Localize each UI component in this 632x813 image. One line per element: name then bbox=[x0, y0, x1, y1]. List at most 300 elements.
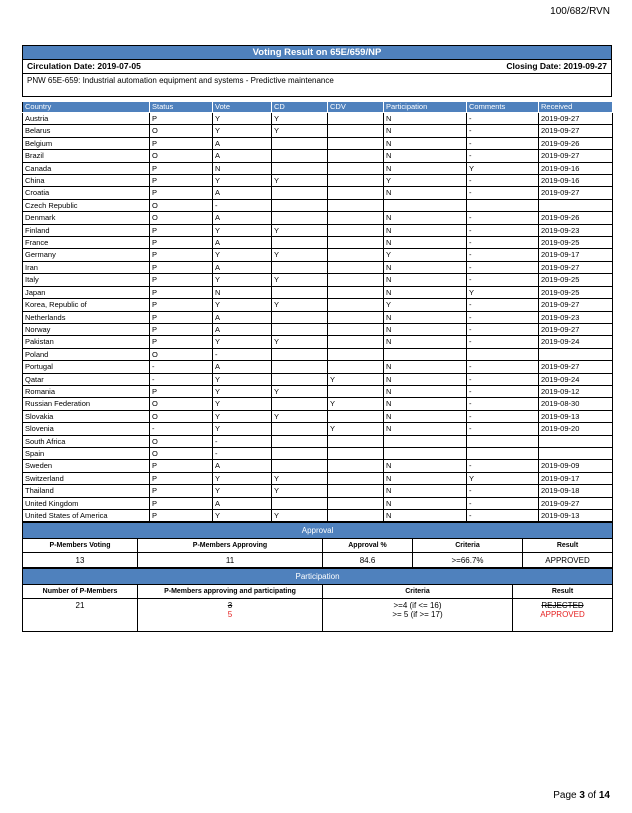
cell-received: 2019-09-16 bbox=[539, 162, 613, 174]
cell-cd: Y bbox=[272, 485, 328, 497]
table-row bbox=[23, 150, 613, 162]
cell-status: - bbox=[150, 361, 213, 373]
cell-received: 2019-09-27 bbox=[539, 125, 613, 137]
cell-comments: Y bbox=[467, 286, 539, 298]
cell-cdv bbox=[328, 175, 384, 187]
document-reference: 100/682/RVN bbox=[550, 6, 610, 17]
cell-comments: - bbox=[467, 274, 539, 286]
cell-cd bbox=[272, 497, 328, 509]
table-row bbox=[23, 113, 613, 125]
cell-country: Portugal bbox=[23, 361, 150, 373]
cell-vote: - bbox=[213, 199, 272, 211]
cell-cdv bbox=[328, 261, 384, 273]
cell-comments: - bbox=[467, 336, 539, 348]
cell-participation: N bbox=[384, 150, 467, 162]
cell-received: 2019-09-27 bbox=[539, 150, 613, 162]
approval-result: APPROVED bbox=[523, 553, 613, 568]
cell-received: 2019-09-17 bbox=[539, 472, 613, 484]
cell-status: O bbox=[150, 199, 213, 211]
cell-country: Spain bbox=[23, 447, 150, 459]
approval-header-approving: P-Members Approving bbox=[138, 539, 323, 553]
cell-vote: Y bbox=[213, 398, 272, 410]
cell-cd bbox=[272, 348, 328, 360]
cell-vote: Y bbox=[213, 373, 272, 385]
cell-received: 2019-09-12 bbox=[539, 385, 613, 397]
cell-status: P bbox=[150, 299, 213, 311]
cell-comments: - bbox=[467, 237, 539, 249]
cell-comments: - bbox=[467, 423, 539, 435]
cell-country: Romania bbox=[23, 385, 150, 397]
cell-participation bbox=[384, 435, 467, 447]
approval-header-result: Result bbox=[523, 539, 613, 553]
cell-cdv: Y bbox=[328, 398, 384, 410]
cell-vote: Y bbox=[213, 385, 272, 397]
cell-cdv bbox=[328, 162, 384, 174]
table-row bbox=[23, 410, 613, 422]
cell-cdv bbox=[328, 472, 384, 484]
table-row bbox=[23, 274, 613, 286]
cell-vote: N bbox=[213, 162, 272, 174]
cell-comments: - bbox=[467, 510, 539, 522]
cell-comments: - bbox=[467, 113, 539, 125]
cell-cdv bbox=[328, 336, 384, 348]
cell-participation: N bbox=[384, 497, 467, 509]
subject-line: PNW 65E-659: Industrial automation equipment and systems - Predictive maintenance bbox=[22, 73, 612, 97]
cell-status: O bbox=[150, 398, 213, 410]
cell-comments: - bbox=[467, 485, 539, 497]
approval-header-percent: Approval % bbox=[323, 539, 413, 553]
cell-status: P bbox=[150, 385, 213, 397]
cell-cd bbox=[272, 398, 328, 410]
cell-cdv bbox=[328, 311, 384, 323]
cell-cdv bbox=[328, 150, 384, 162]
cell-country: Slovakia bbox=[23, 410, 150, 422]
col-header-cdv: CDV bbox=[328, 102, 384, 113]
cell-comments: - bbox=[467, 299, 539, 311]
votes-header-row bbox=[23, 102, 613, 113]
table-row bbox=[23, 224, 613, 236]
cell-comments: - bbox=[467, 311, 539, 323]
cell-comments: - bbox=[467, 137, 539, 149]
cell-status: - bbox=[150, 423, 213, 435]
cell-received: 2019-09-09 bbox=[539, 460, 613, 472]
cell-country: Sweden bbox=[23, 460, 150, 472]
cell-vote: A bbox=[213, 187, 272, 199]
cell-vote: Y bbox=[213, 410, 272, 422]
cell-vote: A bbox=[213, 323, 272, 335]
cell-status: - bbox=[150, 373, 213, 385]
col-header-vote: Vote bbox=[213, 102, 272, 113]
cell-participation: N bbox=[384, 224, 467, 236]
cell-status: O bbox=[150, 410, 213, 422]
cell-cd bbox=[272, 323, 328, 335]
cell-cd bbox=[272, 311, 328, 323]
cell-vote: A bbox=[213, 311, 272, 323]
cell-country: Norway bbox=[23, 323, 150, 335]
cell-vote: Y bbox=[213, 423, 272, 435]
participation-result-old: REJECTED bbox=[541, 601, 584, 611]
cell-comments bbox=[467, 199, 539, 211]
cell-vote: A bbox=[213, 361, 272, 373]
cell-received: 2019-09-18 bbox=[539, 485, 613, 497]
voting-result-form bbox=[22, 45, 612, 632]
cell-participation: Y bbox=[384, 299, 467, 311]
col-header-status: Status bbox=[150, 102, 213, 113]
cell-participation: N bbox=[384, 286, 467, 298]
votes-body bbox=[23, 113, 613, 522]
cell-cdv bbox=[328, 125, 384, 137]
cell-comments: - bbox=[467, 398, 539, 410]
cell-participation: N bbox=[384, 274, 467, 286]
cell-vote: Y bbox=[213, 224, 272, 236]
table-row bbox=[23, 299, 613, 311]
table-row bbox=[23, 385, 613, 397]
cell-participation: Y bbox=[384, 175, 467, 187]
participation-header-result: Result bbox=[513, 585, 613, 599]
cell-participation: N bbox=[384, 261, 467, 273]
cell-vote: - bbox=[213, 447, 272, 459]
cell-vote: Y bbox=[213, 175, 272, 187]
cell-status: O bbox=[150, 150, 213, 162]
cell-comments: - bbox=[467, 323, 539, 335]
cell-cdv bbox=[328, 510, 384, 522]
cell-vote: Y bbox=[213, 113, 272, 125]
cell-received: 2019-09-27 bbox=[539, 299, 613, 311]
cell-participation: N bbox=[384, 162, 467, 174]
table-row bbox=[23, 398, 613, 410]
cell-participation: N bbox=[384, 485, 467, 497]
cell-vote: Y bbox=[213, 299, 272, 311]
table-row bbox=[23, 423, 613, 435]
cell-status: P bbox=[150, 460, 213, 472]
cell-country: Switzerland bbox=[23, 472, 150, 484]
cell-received: 2019-08-30 bbox=[539, 398, 613, 410]
cell-cdv bbox=[328, 361, 384, 373]
cell-received: 2019-09-24 bbox=[539, 373, 613, 385]
cell-cd: Y bbox=[272, 113, 328, 125]
cell-cd: Y bbox=[272, 299, 328, 311]
cell-country: Slovenia bbox=[23, 423, 150, 435]
cell-received: 2019-09-26 bbox=[539, 212, 613, 224]
table-row bbox=[23, 311, 613, 323]
table-row bbox=[23, 199, 613, 211]
cell-received: 2019-09-27 bbox=[539, 361, 613, 373]
cell-vote: A bbox=[213, 261, 272, 273]
cell-received: 2019-09-17 bbox=[539, 249, 613, 261]
participation-criteria-2: >= 5 (if >= 17) bbox=[392, 610, 443, 620]
approval-percent: 84.6 bbox=[323, 553, 413, 568]
cell-cd: Y bbox=[272, 274, 328, 286]
cell-cd bbox=[272, 460, 328, 472]
cell-country: Austria bbox=[23, 113, 150, 125]
cell-participation: N bbox=[384, 237, 467, 249]
col-header-cd: CD bbox=[272, 102, 328, 113]
cell-country: Japan bbox=[23, 286, 150, 298]
cell-country: Russian Federation bbox=[23, 398, 150, 410]
cell-country: Italy bbox=[23, 274, 150, 286]
cell-received: 2019-09-27 bbox=[539, 497, 613, 509]
table-row bbox=[23, 373, 613, 385]
cell-cdv bbox=[328, 497, 384, 509]
cell-status: P bbox=[150, 472, 213, 484]
cell-participation bbox=[384, 348, 467, 360]
cell-comments: - bbox=[467, 187, 539, 199]
table-row bbox=[23, 162, 613, 174]
cell-participation: N bbox=[384, 472, 467, 484]
table-row bbox=[23, 125, 613, 137]
cell-received bbox=[539, 435, 613, 447]
cell-participation: N bbox=[384, 373, 467, 385]
participation-header-approving: P-Members approving and participating bbox=[138, 585, 323, 599]
cell-cdv bbox=[328, 237, 384, 249]
table-row bbox=[23, 447, 613, 459]
cell-country: Belgium bbox=[23, 137, 150, 149]
cell-received: 2019-09-13 bbox=[539, 510, 613, 522]
cell-cd: Y bbox=[272, 336, 328, 348]
cell-vote: - bbox=[213, 435, 272, 447]
cell-country: United Kingdom bbox=[23, 497, 150, 509]
table-row bbox=[23, 348, 613, 360]
cell-cdv: Y bbox=[328, 373, 384, 385]
cell-comments: - bbox=[467, 410, 539, 422]
cell-cdv bbox=[328, 385, 384, 397]
cell-country: Thailand bbox=[23, 485, 150, 497]
cell-participation: N bbox=[384, 323, 467, 335]
col-header-received: Received bbox=[539, 102, 613, 113]
page-current: 3 bbox=[579, 790, 585, 801]
cell-vote: A bbox=[213, 237, 272, 249]
of-word: of bbox=[587, 790, 597, 801]
cell-comments: - bbox=[467, 125, 539, 137]
approving-participating-new: 5 bbox=[227, 610, 233, 620]
col-header-participation: Participation bbox=[384, 102, 467, 113]
page-number bbox=[553, 790, 610, 801]
cell-cdv bbox=[328, 485, 384, 497]
table-row bbox=[23, 237, 613, 249]
participation-result-cell bbox=[513, 599, 613, 632]
cell-cd: Y bbox=[272, 224, 328, 236]
cell-participation: Y bbox=[384, 249, 467, 261]
cell-country: Poland bbox=[23, 348, 150, 360]
cell-participation: N bbox=[384, 398, 467, 410]
cell-cdv bbox=[328, 410, 384, 422]
table-row bbox=[23, 361, 613, 373]
cell-vote: A bbox=[213, 137, 272, 149]
number-of-p-members: 21 bbox=[23, 599, 138, 632]
cell-participation: N bbox=[384, 113, 467, 125]
cell-country: Finland bbox=[23, 224, 150, 236]
cell-cd bbox=[272, 237, 328, 249]
table-row bbox=[23, 212, 613, 224]
participation-criteria-cell bbox=[323, 599, 513, 632]
cell-participation: N bbox=[384, 212, 467, 224]
cell-cdv bbox=[328, 348, 384, 360]
cell-received: 2019-09-25 bbox=[539, 286, 613, 298]
table-row bbox=[23, 286, 613, 298]
cell-comments: - bbox=[467, 497, 539, 509]
cell-participation: N bbox=[384, 187, 467, 199]
cell-cdv: Y bbox=[328, 423, 384, 435]
table-row bbox=[23, 137, 613, 149]
cell-cd bbox=[272, 150, 328, 162]
cell-comments: - bbox=[467, 373, 539, 385]
approval-header-criteria: Criteria bbox=[413, 539, 523, 553]
cell-received: 2019-09-23 bbox=[539, 224, 613, 236]
participation-header-criteria: Criteria bbox=[323, 585, 513, 599]
participation-heading: Participation bbox=[23, 569, 613, 585]
cell-comments: - bbox=[467, 385, 539, 397]
approval-table bbox=[22, 522, 613, 568]
table-row bbox=[23, 510, 613, 522]
cell-cdv bbox=[328, 249, 384, 261]
cell-cdv bbox=[328, 299, 384, 311]
cell-received: 2019-09-26 bbox=[539, 137, 613, 149]
cell-cd bbox=[272, 373, 328, 385]
cell-cdv bbox=[328, 460, 384, 472]
cell-cd: Y bbox=[272, 510, 328, 522]
cell-cd bbox=[272, 435, 328, 447]
table-row bbox=[23, 323, 613, 335]
cell-status: P bbox=[150, 224, 213, 236]
table-row bbox=[23, 460, 613, 472]
cell-country: Belarus bbox=[23, 125, 150, 137]
cell-cd: Y bbox=[272, 385, 328, 397]
cell-country: South Africa bbox=[23, 435, 150, 447]
cell-cdv bbox=[328, 187, 384, 199]
cell-country: Qatar bbox=[23, 373, 150, 385]
cell-participation bbox=[384, 447, 467, 459]
p-members-approving: 11 bbox=[138, 553, 323, 568]
circulation-date: Circulation Date: 2019-07-05 bbox=[27, 61, 141, 71]
cell-cd bbox=[272, 137, 328, 149]
p-members-voting: 13 bbox=[23, 553, 138, 568]
cell-cdv bbox=[328, 212, 384, 224]
cell-status: P bbox=[150, 311, 213, 323]
cell-status: P bbox=[150, 237, 213, 249]
cell-participation: N bbox=[384, 311, 467, 323]
cell-cd: Y bbox=[272, 125, 328, 137]
cell-status: P bbox=[150, 113, 213, 125]
votes-table bbox=[22, 101, 613, 522]
participation-table bbox=[22, 568, 613, 632]
cell-received bbox=[539, 348, 613, 360]
cell-cdv bbox=[328, 435, 384, 447]
cell-participation bbox=[384, 199, 467, 211]
cell-comments: - bbox=[467, 150, 539, 162]
participation-result-new: APPROVED bbox=[540, 610, 585, 620]
cell-status: P bbox=[150, 336, 213, 348]
cell-vote: A bbox=[213, 150, 272, 162]
cell-status: P bbox=[150, 261, 213, 273]
dates-row bbox=[22, 59, 612, 73]
cell-cd: Y bbox=[272, 410, 328, 422]
cell-vote: Y bbox=[213, 274, 272, 286]
table-row bbox=[23, 261, 613, 273]
cell-country: Korea, Republic of bbox=[23, 299, 150, 311]
cell-country: Canada bbox=[23, 162, 150, 174]
cell-comments bbox=[467, 447, 539, 459]
cell-cd bbox=[272, 199, 328, 211]
cell-participation: N bbox=[384, 410, 467, 422]
cell-comments: - bbox=[467, 261, 539, 273]
cell-vote: - bbox=[213, 348, 272, 360]
cell-cd bbox=[272, 212, 328, 224]
table-row bbox=[23, 497, 613, 509]
cell-cd bbox=[272, 423, 328, 435]
cell-participation: N bbox=[384, 125, 467, 137]
cell-country: Netherlands bbox=[23, 311, 150, 323]
table-row bbox=[23, 472, 613, 484]
cell-cdv bbox=[328, 113, 384, 125]
cell-vote: A bbox=[213, 497, 272, 509]
cell-received: 2019-09-23 bbox=[539, 311, 613, 323]
cell-participation: N bbox=[384, 385, 467, 397]
closing-date: Closing Date: 2019-09-27 bbox=[506, 61, 607, 71]
cell-cd: Y bbox=[272, 249, 328, 261]
cell-country: France bbox=[23, 237, 150, 249]
cell-status: O bbox=[150, 435, 213, 447]
cell-status: O bbox=[150, 348, 213, 360]
cell-received: 2019-09-13 bbox=[539, 410, 613, 422]
cell-cd: Y bbox=[272, 175, 328, 187]
page-word: Page bbox=[553, 790, 577, 801]
cell-comments bbox=[467, 435, 539, 447]
cell-country: China bbox=[23, 175, 150, 187]
cell-comments bbox=[467, 348, 539, 360]
cell-country: Czech Republic bbox=[23, 199, 150, 211]
cell-received: 2019-09-27 bbox=[539, 323, 613, 335]
cell-cdv bbox=[328, 323, 384, 335]
cell-comments: - bbox=[467, 460, 539, 472]
cell-received: 2019-09-16 bbox=[539, 175, 613, 187]
cell-received bbox=[539, 199, 613, 211]
cell-vote: Y bbox=[213, 125, 272, 137]
cell-status: P bbox=[150, 286, 213, 298]
cell-status: P bbox=[150, 137, 213, 149]
cell-participation: N bbox=[384, 510, 467, 522]
cell-status: P bbox=[150, 485, 213, 497]
cell-comments: - bbox=[467, 361, 539, 373]
cell-status: P bbox=[150, 187, 213, 199]
cell-received: 2019-09-25 bbox=[539, 274, 613, 286]
approval-heading: Approval bbox=[23, 523, 613, 539]
cell-status: P bbox=[150, 497, 213, 509]
page-total: 14 bbox=[598, 790, 610, 801]
cell-status: P bbox=[150, 249, 213, 261]
table-row bbox=[23, 175, 613, 187]
cell-comments: - bbox=[467, 212, 539, 224]
approval-criteria: >=66.7% bbox=[413, 553, 523, 568]
cell-cdv bbox=[328, 447, 384, 459]
cell-status: P bbox=[150, 510, 213, 522]
approval-header-voting: P-Members Voting bbox=[23, 539, 138, 553]
cell-vote: Y bbox=[213, 249, 272, 261]
cell-cd bbox=[272, 162, 328, 174]
cell-country: Pakistan bbox=[23, 336, 150, 348]
cell-cdv bbox=[328, 199, 384, 211]
cell-participation: N bbox=[384, 336, 467, 348]
col-header-comments: Comments bbox=[467, 102, 539, 113]
cell-country: Brazil bbox=[23, 150, 150, 162]
col-header-country: Country bbox=[23, 102, 150, 113]
cell-received: 2019-09-27 bbox=[539, 261, 613, 273]
table-row bbox=[23, 249, 613, 261]
cell-vote: Y bbox=[213, 485, 272, 497]
cell-vote: A bbox=[213, 460, 272, 472]
cell-received: 2019-09-24 bbox=[539, 336, 613, 348]
table-row bbox=[23, 485, 613, 497]
cell-cdv bbox=[328, 274, 384, 286]
